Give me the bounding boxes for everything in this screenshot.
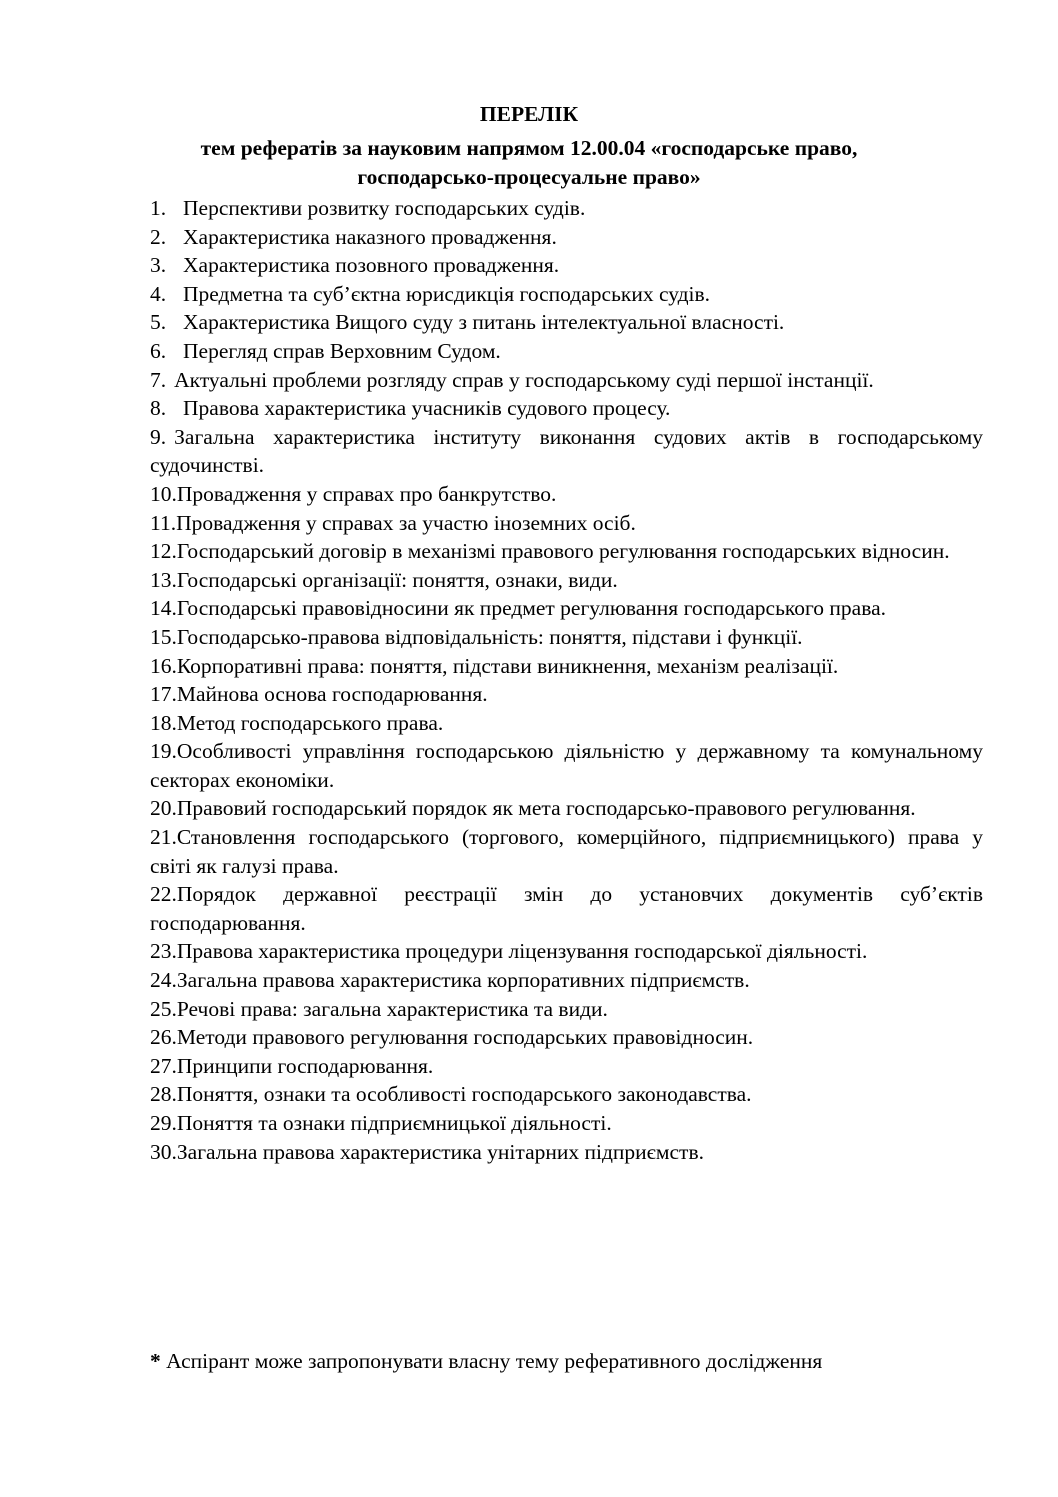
- topic-text: Господарські організації: поняття, ознаки, види.: [176, 567, 618, 592]
- topic-item: [150, 594, 983, 623]
- topic-item: [150, 966, 983, 995]
- topic-text: Характеристика позовного провадження.: [183, 253, 560, 278]
- topic-list: [150, 194, 983, 1166]
- topic-text: Господарсько-правова відповідальність: поняття, підстави і функції.: [176, 624, 803, 649]
- topic-number: 29.: [150, 1111, 177, 1135]
- footnote: [150, 1347, 822, 1375]
- topic-number: 25.: [150, 996, 177, 1021]
- topic-text: Господарські правовідносини як предмет регулювання господарського права.: [176, 596, 886, 621]
- topic-number: 28.: [150, 1082, 177, 1107]
- topic-number: 24.: [150, 968, 177, 993]
- topic-number: 27.: [150, 1053, 177, 1078]
- topic-text: Загальна характеристика інституту виконання судових актів в господарському судочинстві.: [150, 424, 983, 478]
- topic-number: 21.: [150, 825, 177, 850]
- topic-item: [150, 652, 983, 681]
- topic-text: Поняття, ознаки та особливості господарського законодавства.: [176, 1082, 752, 1107]
- topic-item: [150, 337, 983, 366]
- topic-item: [150, 1138, 983, 1167]
- topic-text: Предметна та суб’єктна юрисдикція господарських судів.: [183, 281, 711, 306]
- topic-number: 9.: [150, 424, 167, 449]
- topic-item: [150, 366, 983, 395]
- topic-text: Принципи господарювання.: [176, 1053, 434, 1078]
- topic-item: [150, 480, 983, 509]
- topic-text: Методи правового регулювання господарських правовідносин.: [176, 1025, 754, 1050]
- topic-text: Провадження у справах про банкрутство.: [176, 481, 557, 506]
- topic-text: Загальна правова характеристика унітарних підприємств.: [176, 1139, 704, 1164]
- topic-text: Актуальні проблеми розгляду справ у господарському суді першої інстанції.: [174, 367, 874, 392]
- topic-item: [150, 423, 983, 480]
- topic-text: Господарський договір в механізмі правового регулювання господарських відносин.: [176, 539, 950, 564]
- topic-text: Перспективи розвитку господарських судів.: [183, 196, 586, 220]
- topic-item: [150, 823, 983, 880]
- footnote-asterisk: *: [150, 1349, 161, 1373]
- topic-number: 23.: [150, 939, 177, 964]
- topic-number: 5.: [150, 310, 167, 335]
- topic-number: 13.: [150, 567, 177, 592]
- topic-item: [150, 509, 983, 538]
- topic-number: 6.: [150, 338, 167, 363]
- topic-text: Особливості управління господарською діяльністю у державному та комунальному секторах економіки.: [150, 739, 983, 792]
- topic-item: [150, 223, 983, 252]
- topic-text: Правова характеристика процедури ліцензування господарської діяльності.: [176, 939, 868, 964]
- topic-item: [150, 623, 983, 652]
- topic-item: [150, 537, 983, 566]
- topic-text: Провадження у справах за участю іноземних осіб.: [176, 510, 636, 535]
- topic-item: [150, 995, 983, 1024]
- topic-item: [150, 566, 983, 595]
- topic-number: 1.: [150, 196, 167, 220]
- topic-number: 18.: [150, 710, 177, 735]
- topic-number: 7.: [150, 367, 167, 392]
- topic-item: [150, 1109, 983, 1138]
- topic-number: 30.: [150, 1139, 177, 1164]
- topic-text: Майнова основа господарювання.: [176, 682, 488, 707]
- topic-number: 26.: [150, 1025, 177, 1050]
- topic-item: [150, 1052, 983, 1081]
- topic-number: 3.: [150, 253, 167, 278]
- topic-text: Речові права: загальна характеристика та види.: [176, 996, 608, 1021]
- topic-number: 20.: [150, 796, 177, 821]
- topic-item: [150, 680, 983, 709]
- topic-item: [150, 794, 983, 823]
- footnote-text: Аспірант може запропонувати власну тему реферативного дослідження: [160, 1349, 823, 1373]
- topic-text: Метод господарського права.: [176, 710, 444, 735]
- topic-text: Поняття та ознаки підприємницької діяльності.: [176, 1111, 612, 1135]
- topic-item: [150, 709, 983, 738]
- topic-text: Характеристика наказного провадження.: [183, 224, 557, 249]
- topic-item: [150, 1080, 983, 1109]
- topic-number: 15.: [150, 624, 177, 649]
- topic-number: 22.: [150, 882, 177, 907]
- topic-number: 2.: [150, 224, 167, 249]
- topic-number: 10.: [150, 481, 177, 506]
- topic-number: 19.: [150, 739, 177, 764]
- topic-item: [150, 737, 983, 794]
- topic-number: 12.: [150, 539, 177, 564]
- topic-item: [150, 880, 983, 937]
- topic-text: Перегляд справ Верховним Судом.: [183, 338, 501, 363]
- topic-item: [150, 251, 983, 280]
- topic-number: 14.: [150, 596, 177, 621]
- topic-number: 11.: [150, 510, 177, 535]
- topic-text: Правовий господарський порядок як мета господарсько-правового регулювання.: [176, 796, 916, 821]
- topic-text: Порядок державної реєстрації змін до установчих документів суб’єктів господарювання.: [150, 882, 983, 935]
- topic-item: [150, 280, 983, 309]
- topic-text: Корпоративні права: поняття, підстави виникнення, механізм реалізації.: [176, 653, 839, 678]
- topic-number: 17.: [150, 682, 177, 707]
- document-title: ПЕРЕЛІК: [479, 102, 579, 126]
- document-subtitle-line-2: господарсько-процесуальне право»: [357, 165, 701, 189]
- topic-item: [150, 194, 983, 223]
- topic-text: Загальна правова характеристика корпоративних підприємств.: [176, 968, 750, 993]
- document-subtitle-line-1: тем рефератів за науковим напрямом 12.00.04 «господарське право,: [200, 136, 858, 160]
- topic-item: [150, 394, 983, 423]
- topic-item: [150, 1023, 983, 1052]
- topic-item: [150, 308, 983, 337]
- topic-number: 4.: [150, 281, 167, 306]
- topic-text: Становлення господарського (торгового, комерційного, підприємницького) права у світі як галузі права.: [150, 825, 983, 878]
- topic-text: Правова характеристика учасників судового процесу.: [183, 396, 671, 421]
- topic-item: [150, 937, 983, 966]
- topic-text: Характеристика Вищого суду з питань інтелектуальної власності.: [183, 310, 785, 335]
- topic-number: 8.: [150, 396, 167, 421]
- topic-number: 16.: [150, 653, 177, 678]
